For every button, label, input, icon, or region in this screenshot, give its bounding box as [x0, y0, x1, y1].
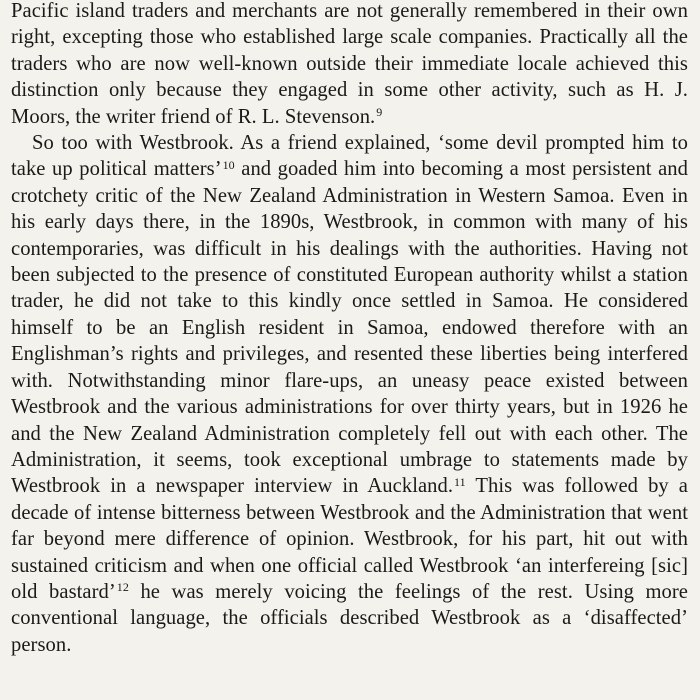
footnote-ref-10: 10 [222, 157, 235, 172]
paragraph-2-text-c: This was followed by a decade of intense bitterness between Westbrook and the Administration that went far beyond mere difference of opinion. Westbrook, for his part, hit out with sustained criticism and when one official called Westbrook ‘an interfereing [sic] old bastard’ [11, 475, 688, 603]
paragraph-2-text-d: he was merely voicing the feelings of the rest. Using more conventional language, the officials described Westbrook as a ‘disaffected’ person. [11, 580, 688, 656]
footnote-ref-11: 11 [454, 474, 466, 489]
paragraph-1 [11, 0, 688, 130]
paragraph-2 [11, 130, 688, 658]
paragraph-2-text-b: and goaded him into becoming a most persistent and crotchety critic of the New Zealand Administration in Western Samoa. Even in his early days there, in the 1890s, Westbrook, in common with many of his contemporaries, was difficult in his dealings with the authorities. Having not been subjected to the presence of constituted European authority whilst a station trader, he did not take to this kindly once settled in Samoa. He considered himself to be an English resident in Samoa, endowed therefore with an Englishman’s rights and privileges, and resented these liberties being interfered with. Notwithstanding minor flare-ups, an uneasy peace existed between Westbrook and the various administrations for over thirty years, but in 1926 he and the New Zealand Administration completely fell out with each other. The Administration, it seems, took exceptional umbrage to statements made by Westbrook in a newspaper interview in Auckland. [11, 158, 688, 498]
footnote-ref-9: 9 [376, 105, 383, 120]
paragraph-2-text-a: So too with Westbrook. As a friend explained, ‘some devil prompted him to take up political matters’ [11, 132, 688, 181]
footnote-ref-12: 12 [116, 580, 129, 595]
paragraph-1-text: Pacific island traders and merchants are not generally remembered in their own right, excepting those who established large scale companies. Practically all the traders who are now well-known outside their immediate locale achieved this distinction only because they engaged in some other activity, such as H. J. Moors, the writer friend of R. L. Stevenson. [11, 0, 688, 128]
